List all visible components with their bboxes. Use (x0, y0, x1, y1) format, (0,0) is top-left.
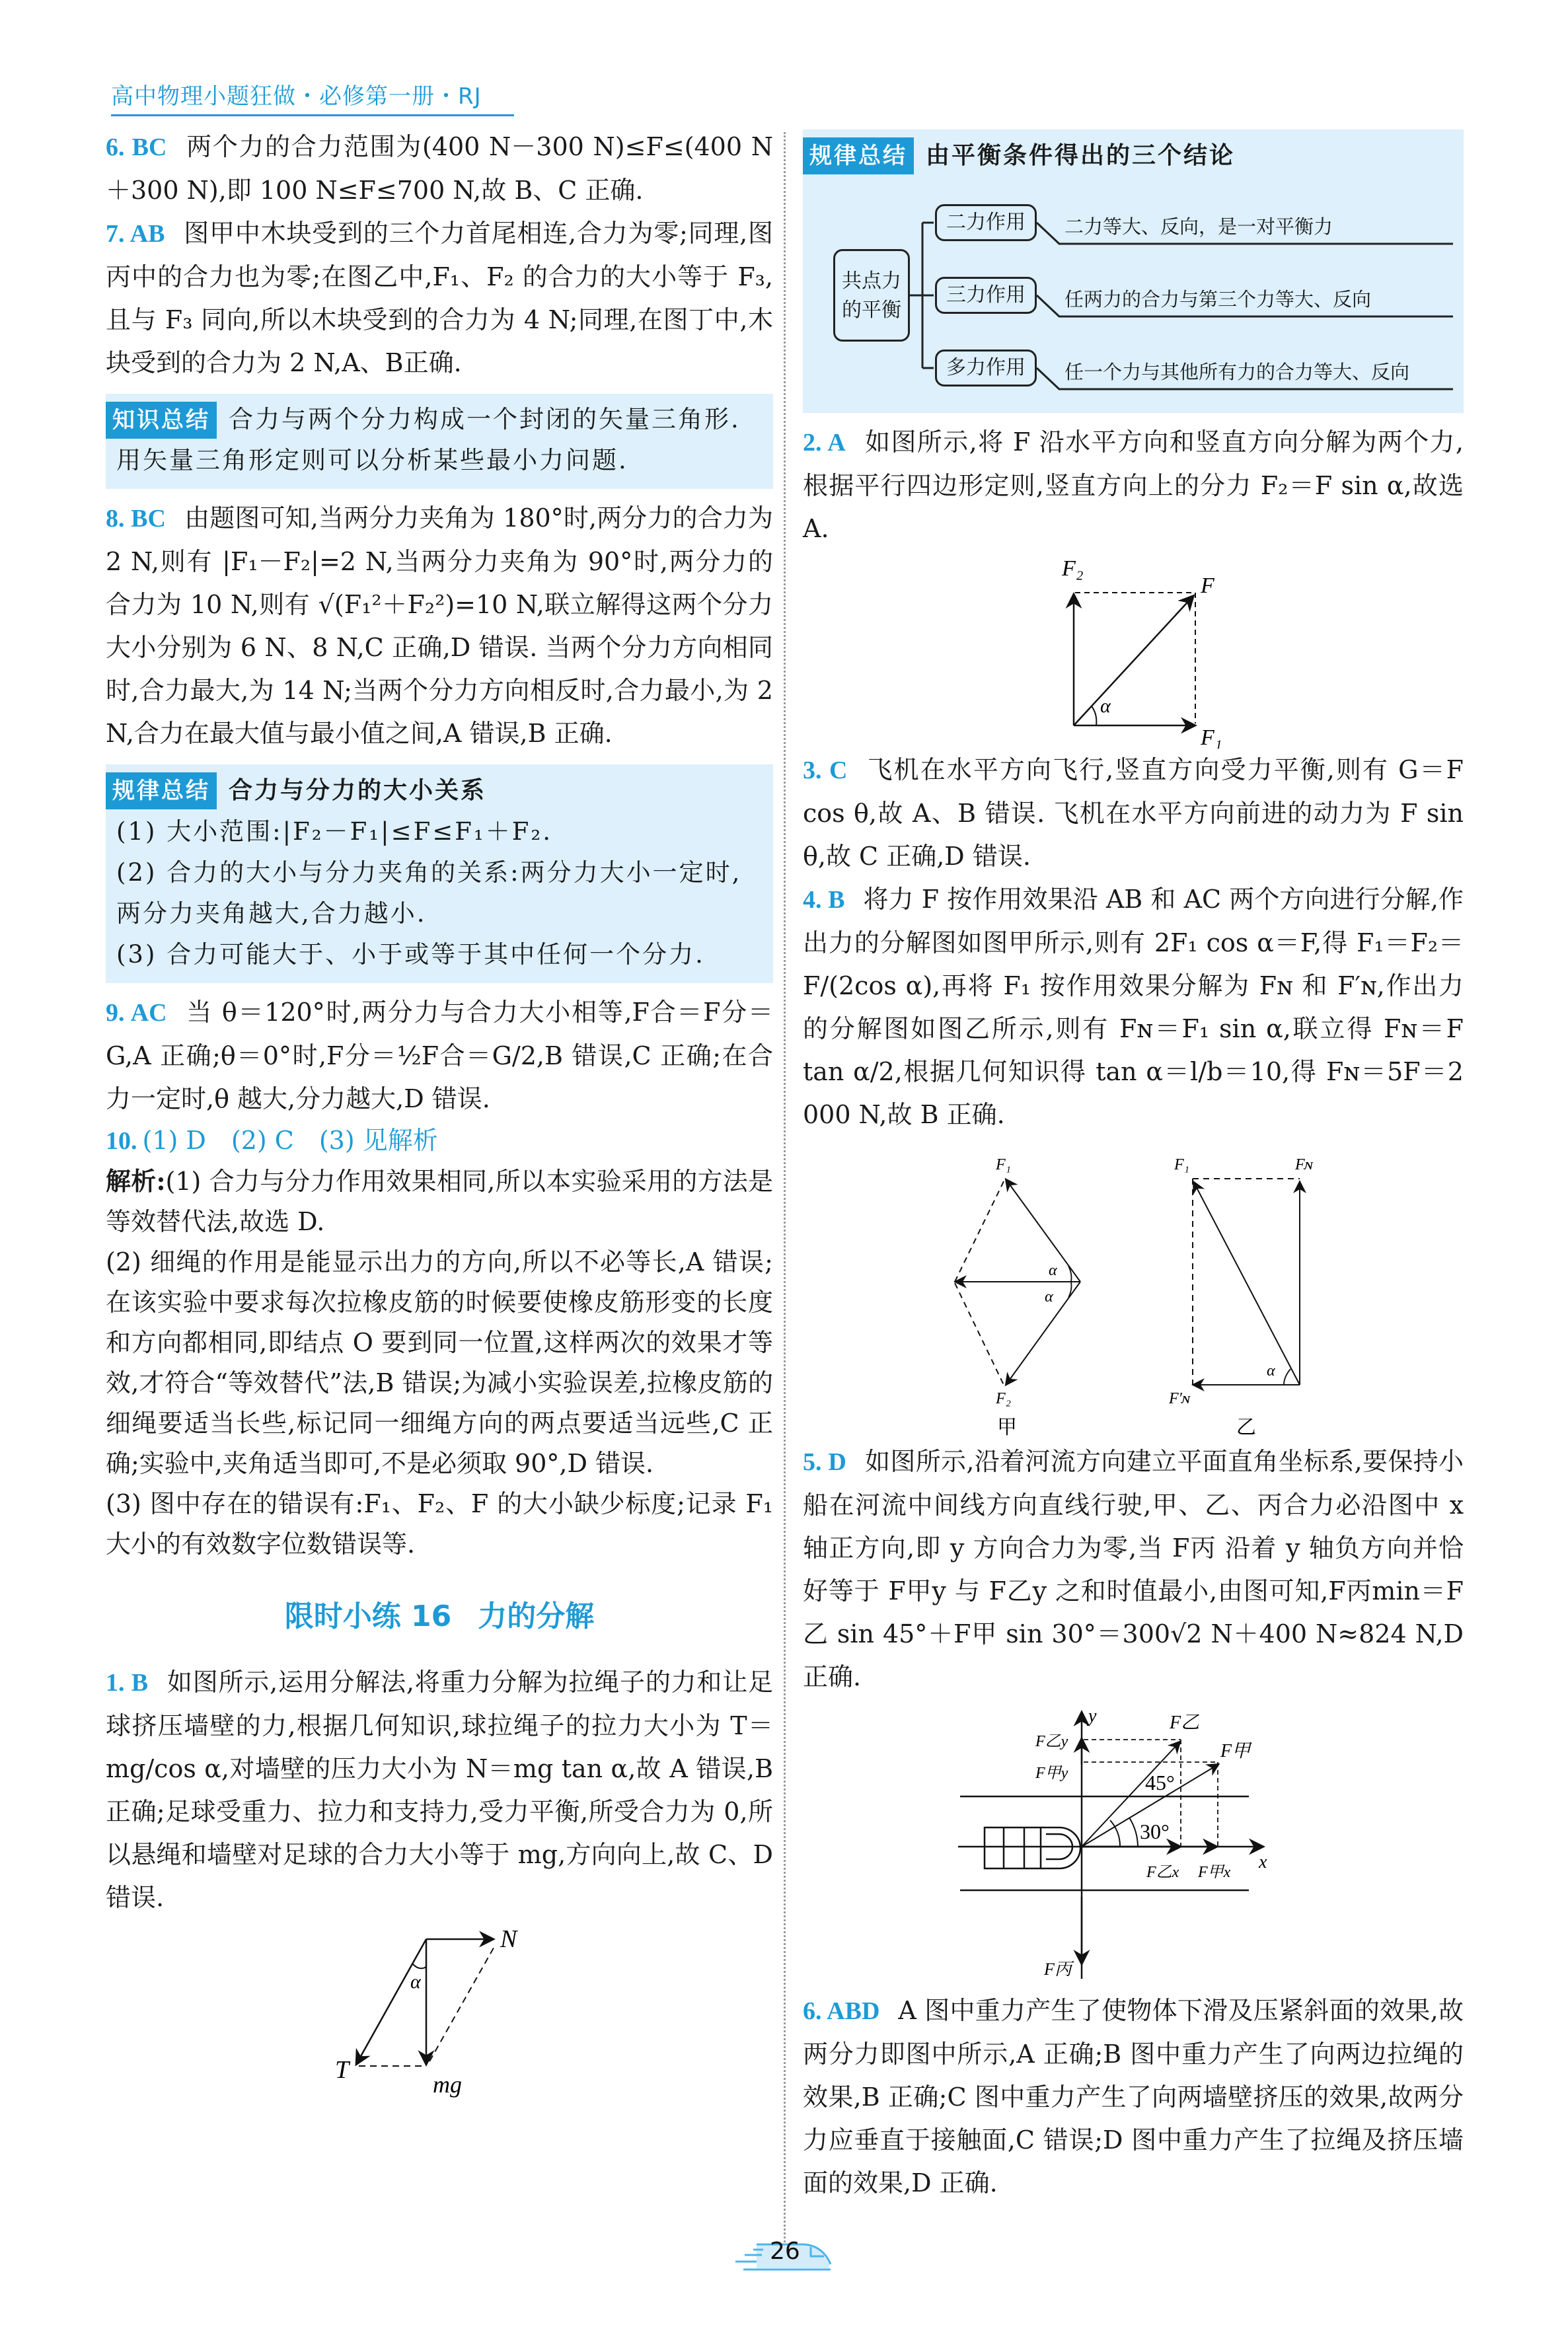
answer-7: 7. AB 图甲中木块受到的三个力首尾相连,合力为零;同理,图丙中的合力也为零;在图乙中,F₁、F₂ 的合力的大小等于 F₃,且与 F₃ 同向,所以木块受到的合力为 4 N;同理,在图丁中,木块受到的合力为 2 N,A、B正确. (106, 219, 773, 377)
solution-1: 1. B 如图所示,运用分解法,将重力分解为拉绳子的力和让足球挤压墙壁的力,根据几何知识,球拉绳子的拉力大小为 T＝mg/cos α,对墙壁的压力大小为 N＝mg tan α,故 A 错误,B 正确;足球受重力、拉力和支持力,受力平衡,所受合力为 0,所以悬绳和墙壁对足球的合力大小等于 mg,方向向上,故 C、D 错误. (106, 1668, 773, 1912)
branch-multi-forces: 多力作用 (935, 350, 1037, 387)
label-F-yi: F乙 (1170, 1713, 1200, 1733)
label-alpha: α (1049, 1262, 1057, 1279)
solution-5: 5. D 如图所示,沿着河流方向建立平面直角坐标系,要保持小船在河流中间线方向直线行驶,甲、乙、丙合力必沿图中 x 轴正方向,即 y 方向合力为零,当 F丙 沿着 y 轴负方向并恰好等于 F甲y 与 F乙y 之和时值最小,由图可知,F丙min＝F乙 sin 45°＋F甲 sin 30°＝300√2 N＋400 N≈824 N,D 正确. (803, 1447, 1464, 1691)
figure-jia-yi (922, 1136, 1345, 1440)
solution-6: 6. ABD A 图中重力产生了使物体下滑及压紧斜面的效果,故两分力即图中所示,A 正确;B 图中重力产生了向两边拉绳的效果,B 正确;C 图中重力产生了向两墙壁挤压的效果,故两分力应垂直于接触面,C 错误;D 图中重力产生了拉绳及挤压墙面的效果,D 正确. (803, 1996, 1464, 2197)
label-alpha: α (1045, 1288, 1053, 1306)
mind-root: 共点力的平衡 (833, 249, 910, 342)
branch-three-forces: 三力作用 (935, 277, 1037, 314)
label-alpha: α (410, 1971, 421, 1993)
caption-jia: 甲 (997, 1416, 1017, 1439)
page-number: 26 (770, 2238, 800, 2265)
answer-10: 10. (1) D (2) C (3) 见解析 (106, 1126, 438, 1155)
caption-yi: 乙 (1236, 1416, 1256, 1439)
summary-tag: 规律总结 (803, 137, 914, 174)
branch-text: 二力等大、反向，是一对平衡力 (1064, 215, 1333, 238)
figure-rope-ball-forces (327, 1919, 552, 2098)
answer-6: 6. BC 两个力的合力范围为(400 N－300 N)≤F≤(400 N＋300 N),即 100 N≤F≤700 N,故 B、C 正确. (106, 132, 773, 205)
running-header: 高中物理小题狂做・必修第一册・RJ (111, 78, 514, 116)
branch-text: 任一个力与其他所有力的合力等大、反向 (1064, 361, 1410, 383)
mind-map (813, 183, 1453, 401)
label-alpha: α (1100, 695, 1111, 717)
label-FN: Fɴ (1295, 1156, 1313, 1173)
label-N: N (500, 1925, 517, 1953)
summary-tag: 知识总结 (106, 402, 217, 439)
branch-two-forces: 二力作用 (935, 204, 1037, 241)
analysis-part: (2) 细绳的作用是能显示出力的方向,所以不必等长,A 错误;在该实验中要求每次拉橡皮筋的时候要使橡皮筋形变的长度和方向都相同,即结点 O 要到同一位置,这样两次的效果才等效,才符合“等效替代”法,B 错误;为减小实验误差,拉橡皮筋的细绳要适当长些,标记同一细绳方向的两点要适当远些,C 正确;实验中,夹角适当即可,不是必须取 90°,D 错误. (106, 1247, 773, 1478)
label-F-yi-x: F乙x (1146, 1864, 1179, 1881)
label-F-jia: F甲 (1220, 1741, 1251, 1761)
label-x-axis: x (1259, 1852, 1267, 1872)
label-FN-prime: F′ɴ (1169, 1390, 1191, 1407)
label-mg: mg (433, 2071, 462, 2098)
label-F-bing: F丙 (1044, 1960, 1072, 1979)
section-title: 限时小练 16 力的分解 (284, 1600, 595, 1633)
label-F-jia-y: F甲y (1035, 1765, 1068, 1782)
solution-3: 3. C 飞机在水平方向飞行,竖直方向受力平衡,则有 G＝F cos θ,故 A、B 错误. 飞机在水平方向前进的动力为 F sin θ,故 C 正确,D 错误. (803, 755, 1464, 871)
right-column (803, 126, 1464, 2205)
label-T: T (335, 2056, 350, 2084)
figure-force-decomposition (1001, 550, 1265, 749)
answer-8: 8. BC 由题图可知,当两分力夹角为 180°时,两分力的合力为 2 N,则有 |F₁－F₂|=2 N,当两分力夹角为 90°时,两分力的合力为 10 N,则有 √(F₁²＋F₂²)=10 N,联立解得这两个分力大小分别为 6 N、8 N,C 正确,D 错误. 当两个分力方向相同时,合力最大,为 14 N;当两个分力方向相反时,合力最小,为 2 N,合力在最大值与最小值之间,A 错误,B 正确. (106, 503, 773, 748)
analysis-part: (3) 图中存在的错误有:F₁、F₂、F 的大小缺少标度;记录 F₁ 大小的有效数字位数错误等. (106, 1489, 773, 1559)
equilibrium-rule-box: 规律总结 由平衡条件得出的三个结论 共点力的平衡 二力作用 三力作用 多力作用 二力等大、反向，是一对平衡力 任两力的合力与第三个力等大、反向 任一个力与其他所有力的合力等大、反向 (803, 129, 1464, 413)
label-45deg: 45° (1145, 1771, 1175, 1794)
column-divider (784, 132, 786, 2246)
answer-9: 9. AC 当 θ＝120°时,两分力与合力大小相等,F合＝F分＝G,A 正确;θ＝0°时,F分＝½F合＝G/2,B 错误,C 正确;在合力一定时,θ 越大,分力越大,D 错误. (106, 998, 773, 1113)
summary-tag: 规律总结 (106, 772, 217, 809)
label-F-jia-x: F甲x (1198, 1864, 1231, 1881)
label-F1: F₁ (1174, 1156, 1190, 1173)
branch-text: 任两力的合力与第三个力等大、反向 (1064, 288, 1372, 311)
solution-4: 4. B 将力 F 按作用效果沿 AB 和 AC 两个方向进行分解,作出力的分解图如图甲所示,则有 2F₁ cos α＝F,得 F₁＝F₂＝F/(2cos α),再将 F₁ 按作用效果分解为 Fɴ 和 F′ɴ,作出力的分解图如图乙所示,则有 Fɴ＝F₁ sin α,联立得 Fɴ＝F tan α/2,根据几何知识得 tan α＝l/b＝10,得 Fɴ＝5F＝2 000 N,故 B 正确. (803, 885, 1464, 1129)
label-y-axis: y (1088, 1706, 1097, 1726)
label-30deg: 30° (1140, 1820, 1170, 1843)
page-number-badge (730, 2236, 842, 2276)
label-F: F (1201, 573, 1214, 598)
analysis-part: 解析:(1) 合力与分力作用效果相同,所以本实验采用的方法是等效替代法,故选 D. (106, 1166, 773, 1236)
left-column (106, 126, 773, 2098)
figure-river-boat (948, 1699, 1318, 1989)
knowledge-summary-box: 知识总结 合力与两个分力构成一个封闭的矢量三角形. 用矢量三角形定则可以分析某些最小力问题. (106, 394, 773, 489)
label-F2: F₂ (1062, 556, 1084, 581)
rule-item: (1) 大小范围:|F₂－F₁|≤F≤F₁＋F₂. (116, 817, 553, 846)
rule-item: (2) 合力的大小与分力夹角的关系:两分力大小一定时,两分力夹角越大,合力越小. (116, 858, 742, 928)
label-F2: F₂ (996, 1390, 1012, 1407)
solution-2: 2. A 如图所示,将 F 沿水平方向和竖直方向分解为两个力,根据平行四边形定则,竖直方向上的分力 F₂＝F sin α,故选 A. (803, 427, 1464, 543)
label-F1: F₁ (1201, 725, 1222, 749)
label-F-yi-y: F乙y (1035, 1733, 1068, 1750)
rule-item: (3) 合力可能大于、小于或等于其中任何一个分力. (116, 940, 705, 969)
label-F1: F₁ (996, 1156, 1012, 1173)
rule-summary-box: 规律总结 合力与分力的大小关系 (1) 大小范围:|F₂－F₁|≤F≤F₁＋F₂. (2) 合力的大小与分力夹角的关系:两分力大小一定时,两分力夹角越大,合力越小. (3) 合力可能大于、小于或等于其中任何一个分力. (106, 764, 773, 983)
label-alpha: α (1267, 1362, 1275, 1380)
